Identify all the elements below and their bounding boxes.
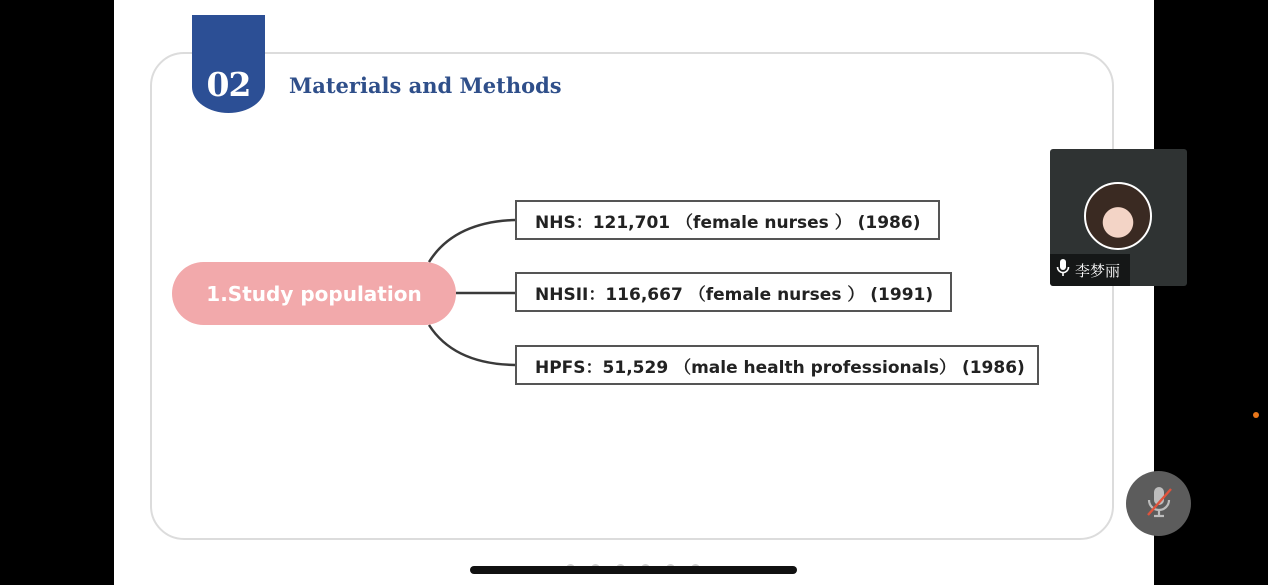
cohort-box-hpfs: HPFS：51,529 （male health professionals） (1986) [515, 345, 1039, 385]
section-number: 02 [206, 65, 251, 104]
cohort-box-nhs: NHS：121,701 （female nurses ） (1986) [515, 200, 940, 240]
connector-bottom [429, 325, 515, 365]
microphone-icon [1056, 259, 1070, 281]
section-title: Materials and Methods [289, 73, 562, 98]
topic-node: 1.Study population [172, 262, 456, 325]
participant-name-bar [1050, 254, 1130, 286]
participant-name: 李梦丽 [1075, 261, 1121, 280]
participant-video-tile[interactable] [1050, 149, 1187, 286]
cohort-box-nhsii: NHSII：116,667 （female nurses ） (1991) [515, 272, 952, 312]
mute-toggle-button[interactable] [1126, 471, 1191, 536]
recording-indicator-dot [1253, 412, 1259, 418]
presentation-slide [114, 0, 1154, 585]
avatar [1084, 182, 1152, 250]
connector-top [429, 220, 515, 262]
home-indicator-bar[interactable] [470, 566, 797, 574]
microphone-muted-icon [1144, 483, 1174, 524]
